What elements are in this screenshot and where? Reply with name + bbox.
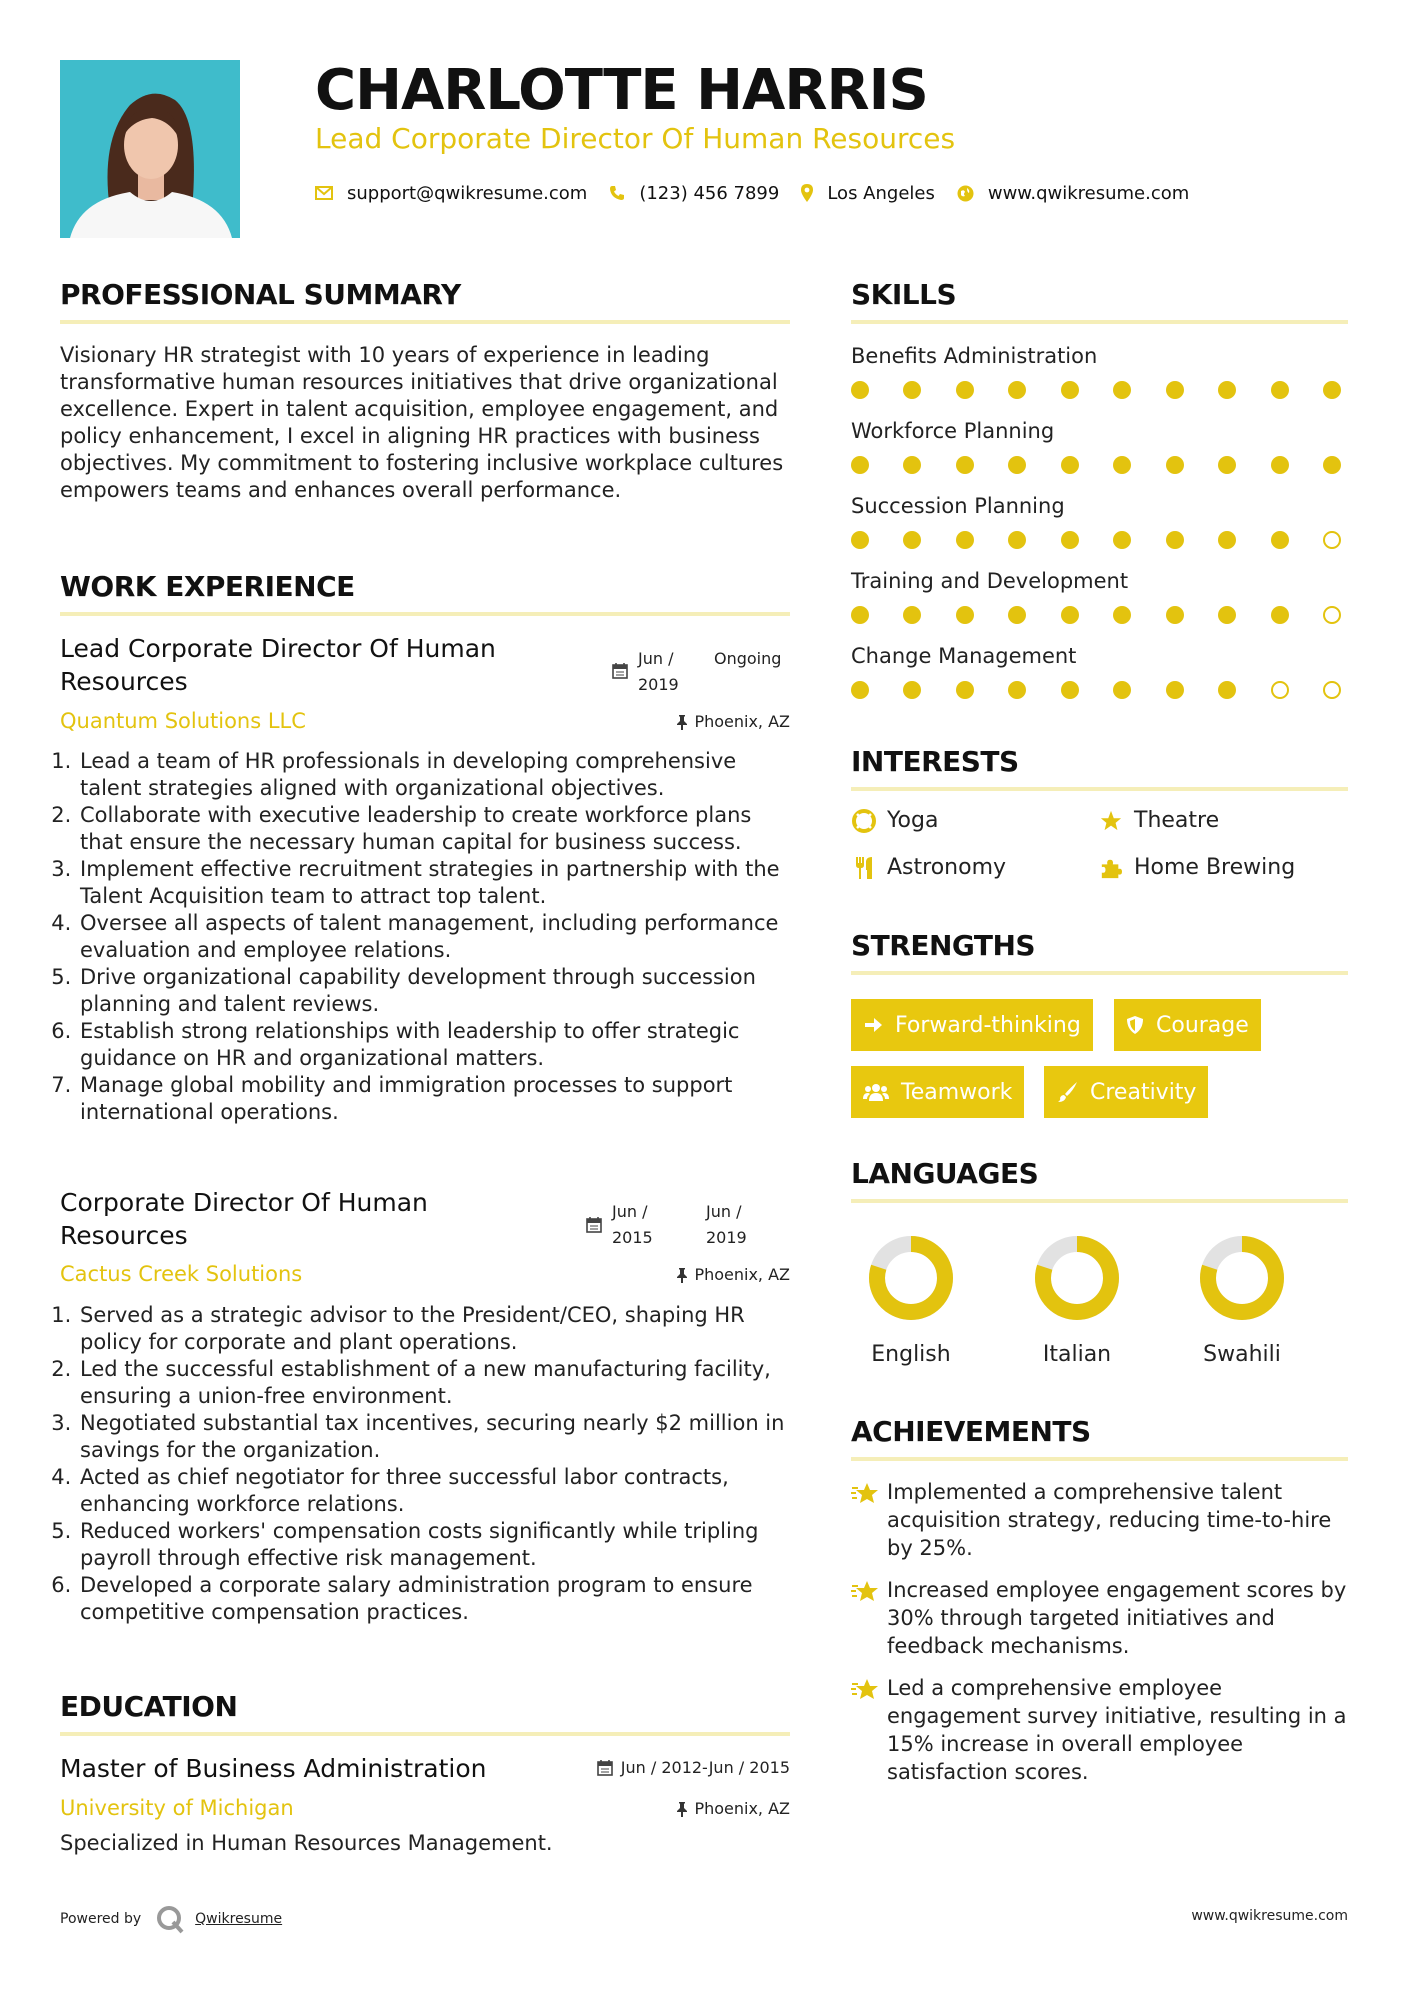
list-item: 6. Developed a corporate salary administration program to ensure competitive compensation practices. — [78, 1572, 795, 1626]
profile-photo — [60, 60, 240, 238]
strength-creativity — [1044, 1066, 1208, 1118]
rating-dot-filled — [1323, 456, 1341, 474]
education-heading: EDUCATION — [60, 1690, 238, 1723]
rating-dot-filled — [1218, 456, 1236, 474]
job-1-duties — [50, 748, 795, 1126]
language-donut — [1017, 1232, 1137, 1324]
arrow-right-icon — [863, 1015, 883, 1035]
rating-dot-filled — [1218, 606, 1236, 624]
contact-website[interactable]: www.qwikresume.com — [987, 182, 1190, 204]
language-donut — [851, 1232, 971, 1324]
rating-dot-filled — [1061, 456, 1079, 474]
skill-rating — [851, 681, 1341, 699]
strengths-heading: STRENGTHS — [851, 929, 1036, 962]
language-label: English — [871, 1342, 951, 1367]
skills-heading: SKILLS — [851, 278, 957, 311]
skill-row — [851, 640, 1348, 715]
phone-icon — [609, 185, 625, 201]
contact-email[interactable]: support@qwikresume.com — [347, 182, 588, 204]
rating-dot-filled — [851, 456, 869, 474]
star-badge-icon — [851, 1482, 887, 1562]
skill-name: Workforce Planning — [851, 419, 1055, 443]
strength-label: Teamwork — [901, 1079, 1013, 1105]
rating-dot-filled — [1166, 606, 1184, 624]
skill-rating — [851, 456, 1341, 474]
achievements-divider — [851, 1457, 1348, 1461]
lifebuoy-icon — [851, 809, 877, 833]
job-2-company: Cactus Creek Solutions — [60, 1262, 303, 1286]
rating-dot-filled — [956, 456, 974, 474]
list-item: 3. Negotiated substantial tax incentives, securing nearly $2 million in savings for the organization. — [78, 1410, 795, 1464]
contact-phone[interactable]: (123) 456 7899 — [639, 182, 780, 204]
rating-dot-filled — [1113, 606, 1131, 624]
interests-divider — [851, 787, 1348, 791]
rating-dot-filled — [1061, 381, 1079, 399]
rating-dot-filled — [1008, 456, 1026, 474]
list-item: 5. Drive organizational capability development through succession planning and talent reviews. — [78, 964, 795, 1018]
job-2-start: Jun / 2015 — [612, 1202, 653, 1247]
rating-dot-filled — [1271, 531, 1289, 549]
strengths-divider — [851, 971, 1348, 975]
skill-row — [851, 490, 1348, 565]
star-badge-icon — [851, 1678, 887, 1786]
interests-heading: INTERESTS — [851, 745, 1019, 778]
education-divider — [60, 1732, 790, 1736]
pushpin-icon — [676, 1267, 688, 1283]
rating-dot-filled — [1218, 531, 1236, 549]
pushpin-icon — [676, 714, 688, 730]
education-dates: Jun / 2012-Jun / 2015 — [620, 1758, 790, 1777]
candidate-title: Lead Corporate Director Of Human Resources — [315, 122, 956, 155]
interest-yoga — [851, 808, 938, 833]
job-1-duty-list — [50, 748, 795, 1126]
star-badge-icon — [851, 1580, 887, 1660]
summary-heading: PROFESSIONAL SUMMARY — [60, 278, 461, 311]
rating-dot-filled — [1061, 681, 1079, 699]
languages-heading: LANGUAGES — [851, 1157, 1039, 1190]
job-1-title: Lead Corporate Director Of Human Resources — [60, 634, 496, 696]
rating-dot-filled — [1008, 606, 1026, 624]
rating-dot-filled — [1008, 681, 1026, 699]
contact-bar — [315, 178, 1211, 208]
rating-dot-filled — [1271, 381, 1289, 399]
achievement-item — [851, 1674, 1348, 1786]
job-1-start: Jun / 2019 — [638, 649, 679, 694]
rating-dot-filled — [1166, 681, 1184, 699]
interest-theatre — [1098, 808, 1219, 833]
rating-dot-filled — [851, 381, 869, 399]
rating-dot-filled — [1008, 381, 1026, 399]
education-degree: Master of Business Administration — [60, 1754, 487, 1783]
rating-dot-filled — [1113, 681, 1131, 699]
list-item: 4. Acted as chief negotiator for three successful labor contracts, enhancing workforce relations. — [78, 1464, 795, 1518]
skill-rating — [851, 381, 1341, 399]
skill-name: Training and Development — [851, 569, 1129, 593]
rating-dot-empty — [1323, 606, 1341, 624]
map-pin-icon — [801, 184, 813, 202]
puzzle-icon — [1098, 857, 1124, 879]
education-location-row — [676, 1799, 790, 1818]
list-item: 6. Establish strong relationships with leadership to offer strategic guidance on HR and organizational matters. — [78, 1018, 795, 1072]
rating-dot-filled — [956, 381, 974, 399]
list-item: 5. Reduced workers' compensation costs significantly while tripling payroll through effective risk management. — [78, 1518, 795, 1572]
skill-row — [851, 565, 1348, 640]
rating-dot-filled — [1166, 381, 1184, 399]
summary-divider — [60, 320, 790, 324]
language-label: Swahili — [1203, 1342, 1281, 1367]
interest-astronomy — [851, 855, 1006, 880]
rating-dot-filled — [956, 606, 974, 624]
rating-dot-filled — [1166, 456, 1184, 474]
strength-label: Courage — [1156, 1012, 1249, 1038]
rating-dot-empty — [1323, 681, 1341, 699]
footer-site[interactable]: www.qwikresume.com — [1191, 1908, 1348, 1924]
star-icon — [1098, 810, 1124, 832]
interest-label: Theatre — [1134, 808, 1220, 833]
brand-link[interactable]: Qwikresume — [195, 1911, 283, 1927]
rating-dot-filled — [1166, 531, 1184, 549]
summary-text: Visionary HR strategist with 10 years of experience in leading transformative human resources initiatives that drive organizational excellence. Expert in talent acquisition, employee engagement, and policy enhancement, I excel in aligning HR practices with business objectives. My commitment to fostering inclusive workplace cultures empowers teams and enhances overall performance. — [60, 343, 784, 502]
list-item: 2. Collaborate with executive leadership to create workforce plans that ensure the necessary human capital for business success. — [78, 802, 795, 856]
globe-icon — [957, 185, 974, 202]
users-icon — [863, 1082, 889, 1102]
rating-dot-filled — [1008, 531, 1026, 549]
education-dates-row — [597, 1758, 790, 1777]
rating-dot-filled — [1218, 381, 1236, 399]
rating-dot-filled — [956, 681, 974, 699]
rating-dot-filled — [903, 606, 921, 624]
avatar — [60, 60, 240, 238]
interest-home-brewing — [1098, 855, 1295, 880]
job-1-end: Ongoing — [714, 649, 782, 668]
strength-label: Forward-thinking — [895, 1012, 1081, 1038]
powered-by-label: Powered by — [60, 1911, 142, 1927]
envelope-icon — [315, 186, 333, 200]
rating-dot-filled — [851, 531, 869, 549]
education-school: University of Michigan — [60, 1796, 294, 1820]
contact-location: Los Angeles — [827, 182, 935, 204]
achievement-item — [851, 1576, 1348, 1660]
job-1-location-row — [676, 712, 790, 731]
skills-divider — [851, 320, 1348, 324]
languages-list — [851, 1232, 1348, 1372]
rating-dot-filled — [1061, 606, 1079, 624]
job-1-company: Quantum Solutions LLC — [60, 709, 306, 733]
interest-label: Astronomy — [887, 855, 1007, 880]
job-2-duties — [50, 1302, 795, 1626]
rating-dot-filled — [1323, 381, 1341, 399]
rating-dot-filled — [903, 531, 921, 549]
list-item: 1. Served as a strategic advisor to the President/CEO, shaping HR policy for corporate and plant operations. — [78, 1302, 795, 1356]
achievement-text: Implemented a comprehensive talent acquisition strategy, reducing time-to-hire by 25%. — [887, 1480, 1332, 1560]
rating-dot-filled — [851, 681, 869, 699]
rating-dot-filled — [1061, 531, 1079, 549]
skill-name: Succession Planning — [851, 494, 1065, 518]
list-item: 7. Manage global mobility and immigration processes to support international operations. — [78, 1072, 795, 1126]
candidate-name: CHARLOTTE HARRIS — [315, 58, 928, 123]
skill-rating — [851, 531, 1341, 549]
achievements-list — [851, 1478, 1348, 1786]
rating-dot-filled — [1218, 681, 1236, 699]
list-item: 4. Oversee all aspects of talent management, including performance evaluation and employee relations. — [78, 910, 795, 964]
achievement-text: Led a comprehensive employee engagement survey initiative, resulting in a 15% increase in overall employee satisfaction scores. — [887, 1676, 1347, 1784]
rating-dot-filled — [1113, 381, 1131, 399]
rating-dot-filled — [903, 381, 921, 399]
job-1-location: Phoenix, AZ — [694, 712, 790, 731]
language-item — [851, 1232, 971, 1367]
language-item — [1017, 1232, 1137, 1367]
skill-row — [851, 340, 1348, 415]
rating-dot-empty — [1271, 681, 1289, 699]
strength-forward-thinking — [851, 999, 1093, 1051]
rating-dot-filled — [851, 606, 869, 624]
skill-name: Change Management — [851, 644, 1077, 668]
job-2-duty-list — [50, 1302, 795, 1626]
list-item: 2. Led the successful establishment of a new manufacturing facility, ensuring a union-free environment. — [78, 1356, 795, 1410]
rating-dot-empty — [1323, 531, 1341, 549]
strength-label: Creativity — [1090, 1079, 1197, 1105]
language-item — [1182, 1232, 1302, 1367]
rating-dot-filled — [903, 681, 921, 699]
skill-name: Benefits Administration — [851, 344, 1098, 368]
qwikresume-logo-icon — [155, 1904, 185, 1934]
rating-dot-filled — [1113, 456, 1131, 474]
job-2-location: Phoenix, AZ — [694, 1265, 790, 1284]
experience-divider — [60, 612, 790, 616]
achievement-item — [851, 1478, 1348, 1562]
skills-list — [851, 340, 1348, 715]
utensils-icon — [851, 856, 877, 880]
rating-dot-filled — [1271, 606, 1289, 624]
experience-heading: WORK EXPERIENCE — [60, 570, 355, 603]
languages-divider — [851, 1199, 1348, 1203]
job-2-end: Jun / 2019 — [706, 1202, 747, 1247]
rating-dot-filled — [903, 456, 921, 474]
strength-teamwork — [851, 1066, 1024, 1118]
strength-courage — [1114, 999, 1261, 1051]
calendar-icon — [597, 1759, 613, 1776]
language-label: Italian — [1042, 1342, 1112, 1367]
job-2-title: Corporate Director Of Human Resources — [60, 1188, 428, 1250]
job-2-location-row — [676, 1265, 790, 1284]
skill-row — [851, 415, 1348, 490]
rating-dot-filled — [956, 531, 974, 549]
interest-label: Home Brewing — [1134, 855, 1296, 880]
brush-icon — [1056, 1081, 1078, 1103]
achievement-text: Increased employee engagement scores by 30% through targeted initiatives and feedback mechanisms. — [887, 1578, 1347, 1658]
achievements-heading: ACHIEVEMENTS — [851, 1415, 1091, 1448]
calendar-icon — [586, 1216, 602, 1237]
shield-icon — [1126, 1015, 1144, 1035]
education-note: Specialized in Human Resources Management. — [60, 1831, 553, 1855]
pushpin-icon — [676, 1801, 688, 1817]
skill-rating — [851, 606, 1341, 624]
footer-brand — [60, 1904, 282, 1934]
rating-dot-filled — [1113, 531, 1131, 549]
list-item: 3. Implement effective recruitment strategies in partnership with the Talent Acquisition team to attract top talent. — [78, 856, 795, 910]
rating-dot-filled — [1271, 456, 1289, 474]
interest-label: Yoga — [887, 808, 939, 833]
education-location: Phoenix, AZ — [694, 1799, 790, 1818]
language-donut — [1182, 1232, 1302, 1324]
calendar-icon — [612, 662, 628, 683]
list-item: 1. Lead a team of HR professionals in developing comprehensive talent strategies aligned with organizational objectives. — [78, 748, 795, 802]
